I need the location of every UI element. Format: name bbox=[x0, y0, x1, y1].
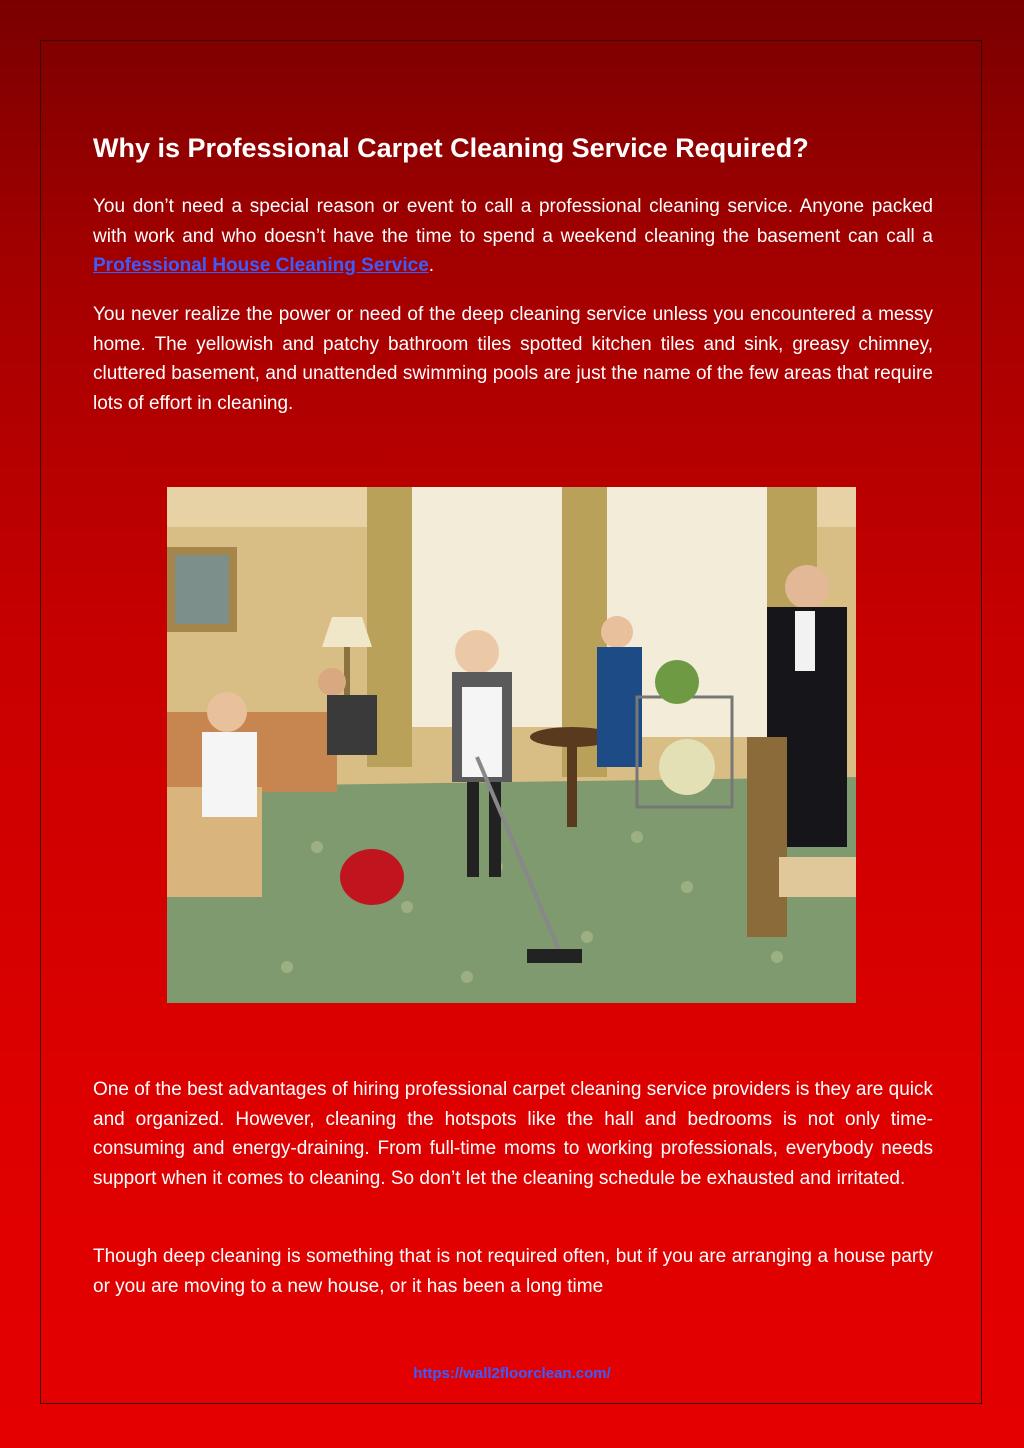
deep-cleaning-occasions-paragraph: Though deep cleaning is something that is not required often, but if you are arranging a house party or you are moving to a new house, or it has been a long time bbox=[93, 1246, 933, 1297]
footer-website-link[interactable]: https://wall2floorclean.com/ bbox=[413, 1365, 611, 1382]
intro-paragraph bbox=[93, 192, 933, 281]
cleaning-staff-photo bbox=[167, 487, 856, 1003]
house-cleaning-service-link[interactable]: Professional House Cleaning Service bbox=[93, 255, 429, 276]
page-title: Why is Professional Carpet Cleaning Service Required? bbox=[93, 133, 809, 163]
intro-text-end: . bbox=[428, 255, 435, 276]
intro-text: You don’t need a special reason or event to call a professional cleaning service. Anyone packed with work and who doesn’t have the time to spend a weekend cleaning the basement can call a bbox=[93, 196, 933, 247]
advantages-paragraph: One of the best advantages of hiring professional carpet cleaning service providers is they are quick and organized. However, cleaning the hotspots like the hall and bedrooms is not only time-consuming and energy-draining. From full-time moms to working professionals, everybody needs support when it comes to cleaning. So don’t let the cleaning schedule be exhausted and irritated. bbox=[93, 1079, 933, 1189]
deep-cleaning-paragraph: You never realize the power or need of the deep cleaning service unless you encountered a messy home. The yellowish and patchy bathroom tiles spotted kitchen tiles and sink, greasy chimney, cluttered basement, and unattended swimming pools are just the name of the few areas that require lots of effort in cleaning. bbox=[93, 304, 933, 414]
